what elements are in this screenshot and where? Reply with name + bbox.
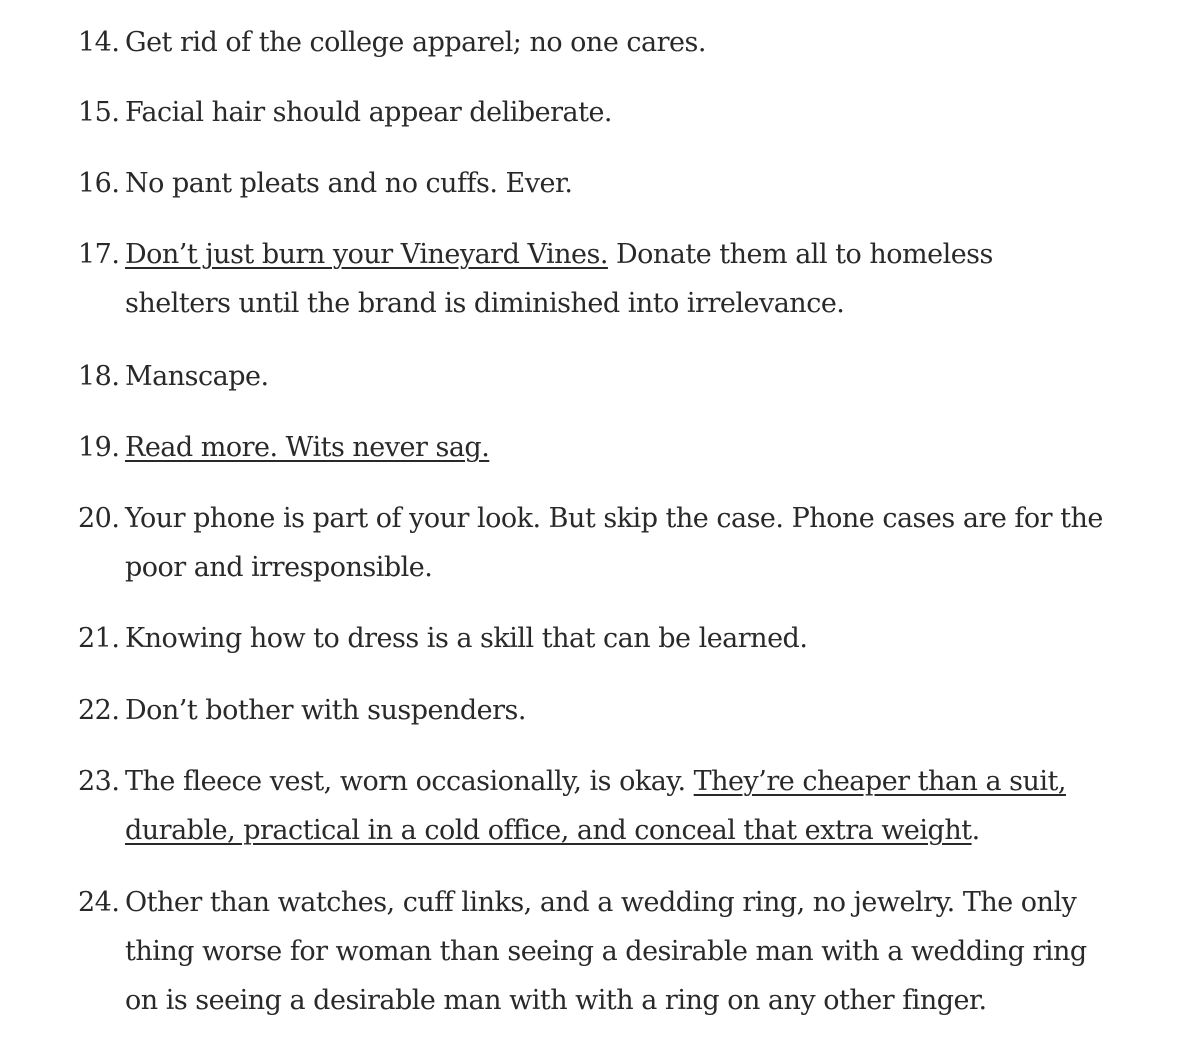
inline-link[interactable]: They’re cheaper than a suit, — [693, 766, 1066, 797]
text-segment: . — [971, 815, 980, 846]
list-item-number: 24. — [78, 887, 120, 918]
text-line — [125, 494, 1165, 543]
text-segment: poor and irresponsible. — [125, 552, 433, 583]
list-item-number: 17. — [78, 239, 120, 270]
text-line — [125, 686, 1165, 735]
list-item-number: 19. — [78, 432, 120, 463]
list-item-text — [125, 159, 1165, 208]
text-segment: thing worse for woman than seeing a desirable man with a wedding ring — [125, 936, 1087, 967]
list-item-number: 15. — [78, 97, 120, 128]
text-line — [125, 423, 1165, 472]
text-line — [125, 18, 1165, 67]
text-line — [125, 806, 1165, 855]
text-line — [125, 279, 1165, 328]
text-line — [125, 88, 1165, 137]
list-item-text — [125, 878, 1165, 1025]
list-item-text — [125, 494, 1165, 592]
text-segment: Facial hair should appear deliberate. — [125, 97, 613, 128]
list-item-number: 23. — [78, 766, 120, 797]
text-segment: Manscape. — [125, 361, 269, 392]
inline-link[interactable]: durable, practical in a cold office, and conceal that extra weight — [125, 815, 972, 846]
list-item-text — [125, 686, 1165, 735]
text-line — [125, 614, 1165, 663]
text-segment: Get rid of the college apparel; no one cares. — [125, 27, 706, 58]
text-line — [125, 352, 1165, 401]
text-segment: No pant pleats and no cuffs. Ever. — [125, 168, 573, 199]
list-item-text — [125, 423, 1165, 472]
list-item-text — [125, 614, 1165, 663]
text-segment: Knowing how to dress is a skill that can be learned. — [125, 623, 808, 654]
text-segment: Donate them all to homeless — [607, 239, 993, 270]
inline-link[interactable]: Read more. Wits never sag. — [125, 432, 490, 463]
list-item-text — [125, 230, 1165, 328]
list-item-text — [125, 352, 1165, 401]
text-segment: on is seeing a desirable man with with a ring on any other finger. — [125, 985, 987, 1016]
text-segment: shelters until the brand is diminished into irrelevance. — [125, 288, 845, 319]
inline-link[interactable]: Don’t just burn your Vineyard Vines. — [125, 239, 608, 270]
text-segment: The fleece vest, worn occasionally, is okay. — [125, 766, 694, 797]
list-item-number: 16. — [78, 168, 120, 199]
list-item-number: 14. — [78, 27, 120, 58]
list-item-number: 18. — [78, 361, 120, 392]
list-item-text — [125, 757, 1165, 855]
text-line — [125, 927, 1165, 976]
list-item-number: 21. — [78, 623, 120, 654]
text-line — [125, 230, 1165, 279]
list-item-text — [125, 18, 1165, 67]
text-line — [125, 543, 1165, 592]
text-line — [125, 878, 1165, 927]
list-item-number: 22. — [78, 695, 120, 726]
text-line — [125, 159, 1165, 208]
text-segment: Don’t bother with suspenders. — [125, 695, 526, 726]
list-item-text — [125, 88, 1165, 137]
text-segment: Your phone is part of your look. But skip the case. Phone cases are for the — [125, 503, 1103, 534]
text-line — [125, 757, 1165, 806]
text-segment: Other than watches, cuff links, and a wedding ring, no jewelry. The only — [125, 887, 1077, 918]
text-line — [125, 976, 1165, 1025]
list-item-number: 20. — [78, 503, 120, 534]
